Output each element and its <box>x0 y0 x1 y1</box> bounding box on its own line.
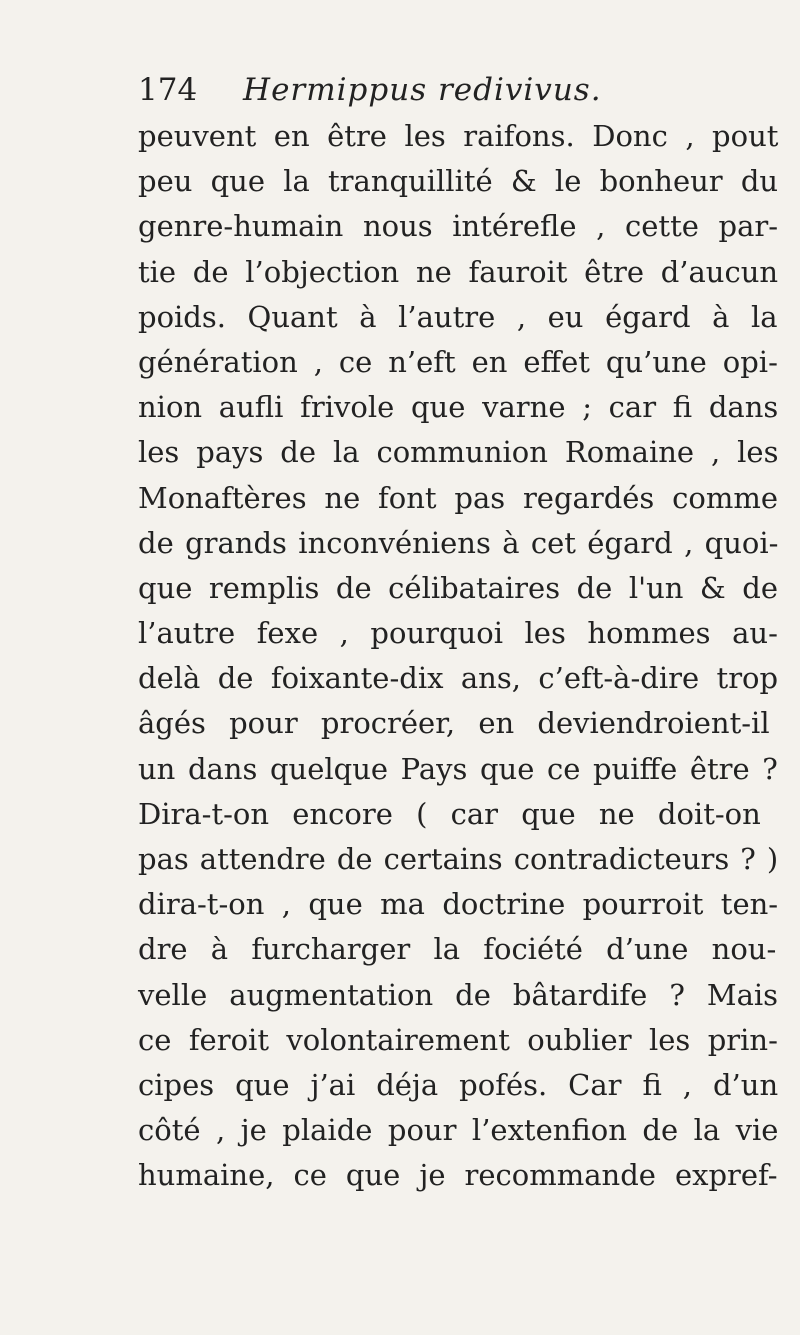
text-line: ce feroit volontairement oublier les prin- <box>138 1022 778 1057</box>
page-header <box>138 72 602 108</box>
text-line: Monaftères ne font pas regardés comme <box>138 480 778 515</box>
text-line: côté , je plaide pour l’extenfion de la vie <box>138 1113 779 1148</box>
text-line: les pays de la communion Romaine , les <box>138 435 779 470</box>
text-line: cipes que j’ai déja pofés. Car fi , d’un <box>138 1067 779 1102</box>
text-line: humaine, ce que je recommande expref- <box>138 1158 778 1193</box>
text-line: nion aufli frivole que varne ; car fi dans <box>138 390 779 425</box>
text-line: dre à furcharger la fociété d’une nou- <box>138 932 777 967</box>
running-title: Hermippus redivivus. <box>243 72 602 108</box>
text-line: genre-humain nous intérefle , cette par- <box>138 209 779 244</box>
page-number: 174 <box>138 72 198 108</box>
text-line: que remplis de célibataires de l'un & de <box>138 570 778 605</box>
text-line: un dans quelque Pays que ce puiffe être ? <box>138 751 778 786</box>
text-line: l’autre fexe , pourquoi les hommes au- <box>138 616 778 651</box>
text-line: velle augmentation de bâtardife ? Mais <box>138 977 779 1012</box>
text-line: de grands inconvéniens à cet égard , quoi- <box>138 525 779 560</box>
text-line: pas attendre de certains contradicteurs ? ) <box>138 842 779 876</box>
text-line: delà de foixante-dix ans, c’eft-à-dire trop <box>138 661 779 696</box>
text-line: peu que la tranquillité & le bonheur du <box>138 164 779 199</box>
text-line: poids. Quant à l’autre , eu égard à la <box>138 299 778 334</box>
text-line: tie de l’objection ne fauroit être d’aucun <box>138 254 779 289</box>
text-line: Dira-t-on encore ( car que ne doit-on <box>138 796 761 831</box>
text-line: dira-t-on , que ma doctrine pourroit ten- <box>138 887 779 922</box>
text-line: peuvent en être les raifons. Donc , pout <box>138 119 779 153</box>
text-line: génération , ce n’eft en effet qu’une opi- <box>138 344 778 379</box>
text-line: âgés pour procréer, en deviendroient-il <box>138 706 770 741</box>
body-text <box>138 114 778 1199</box>
